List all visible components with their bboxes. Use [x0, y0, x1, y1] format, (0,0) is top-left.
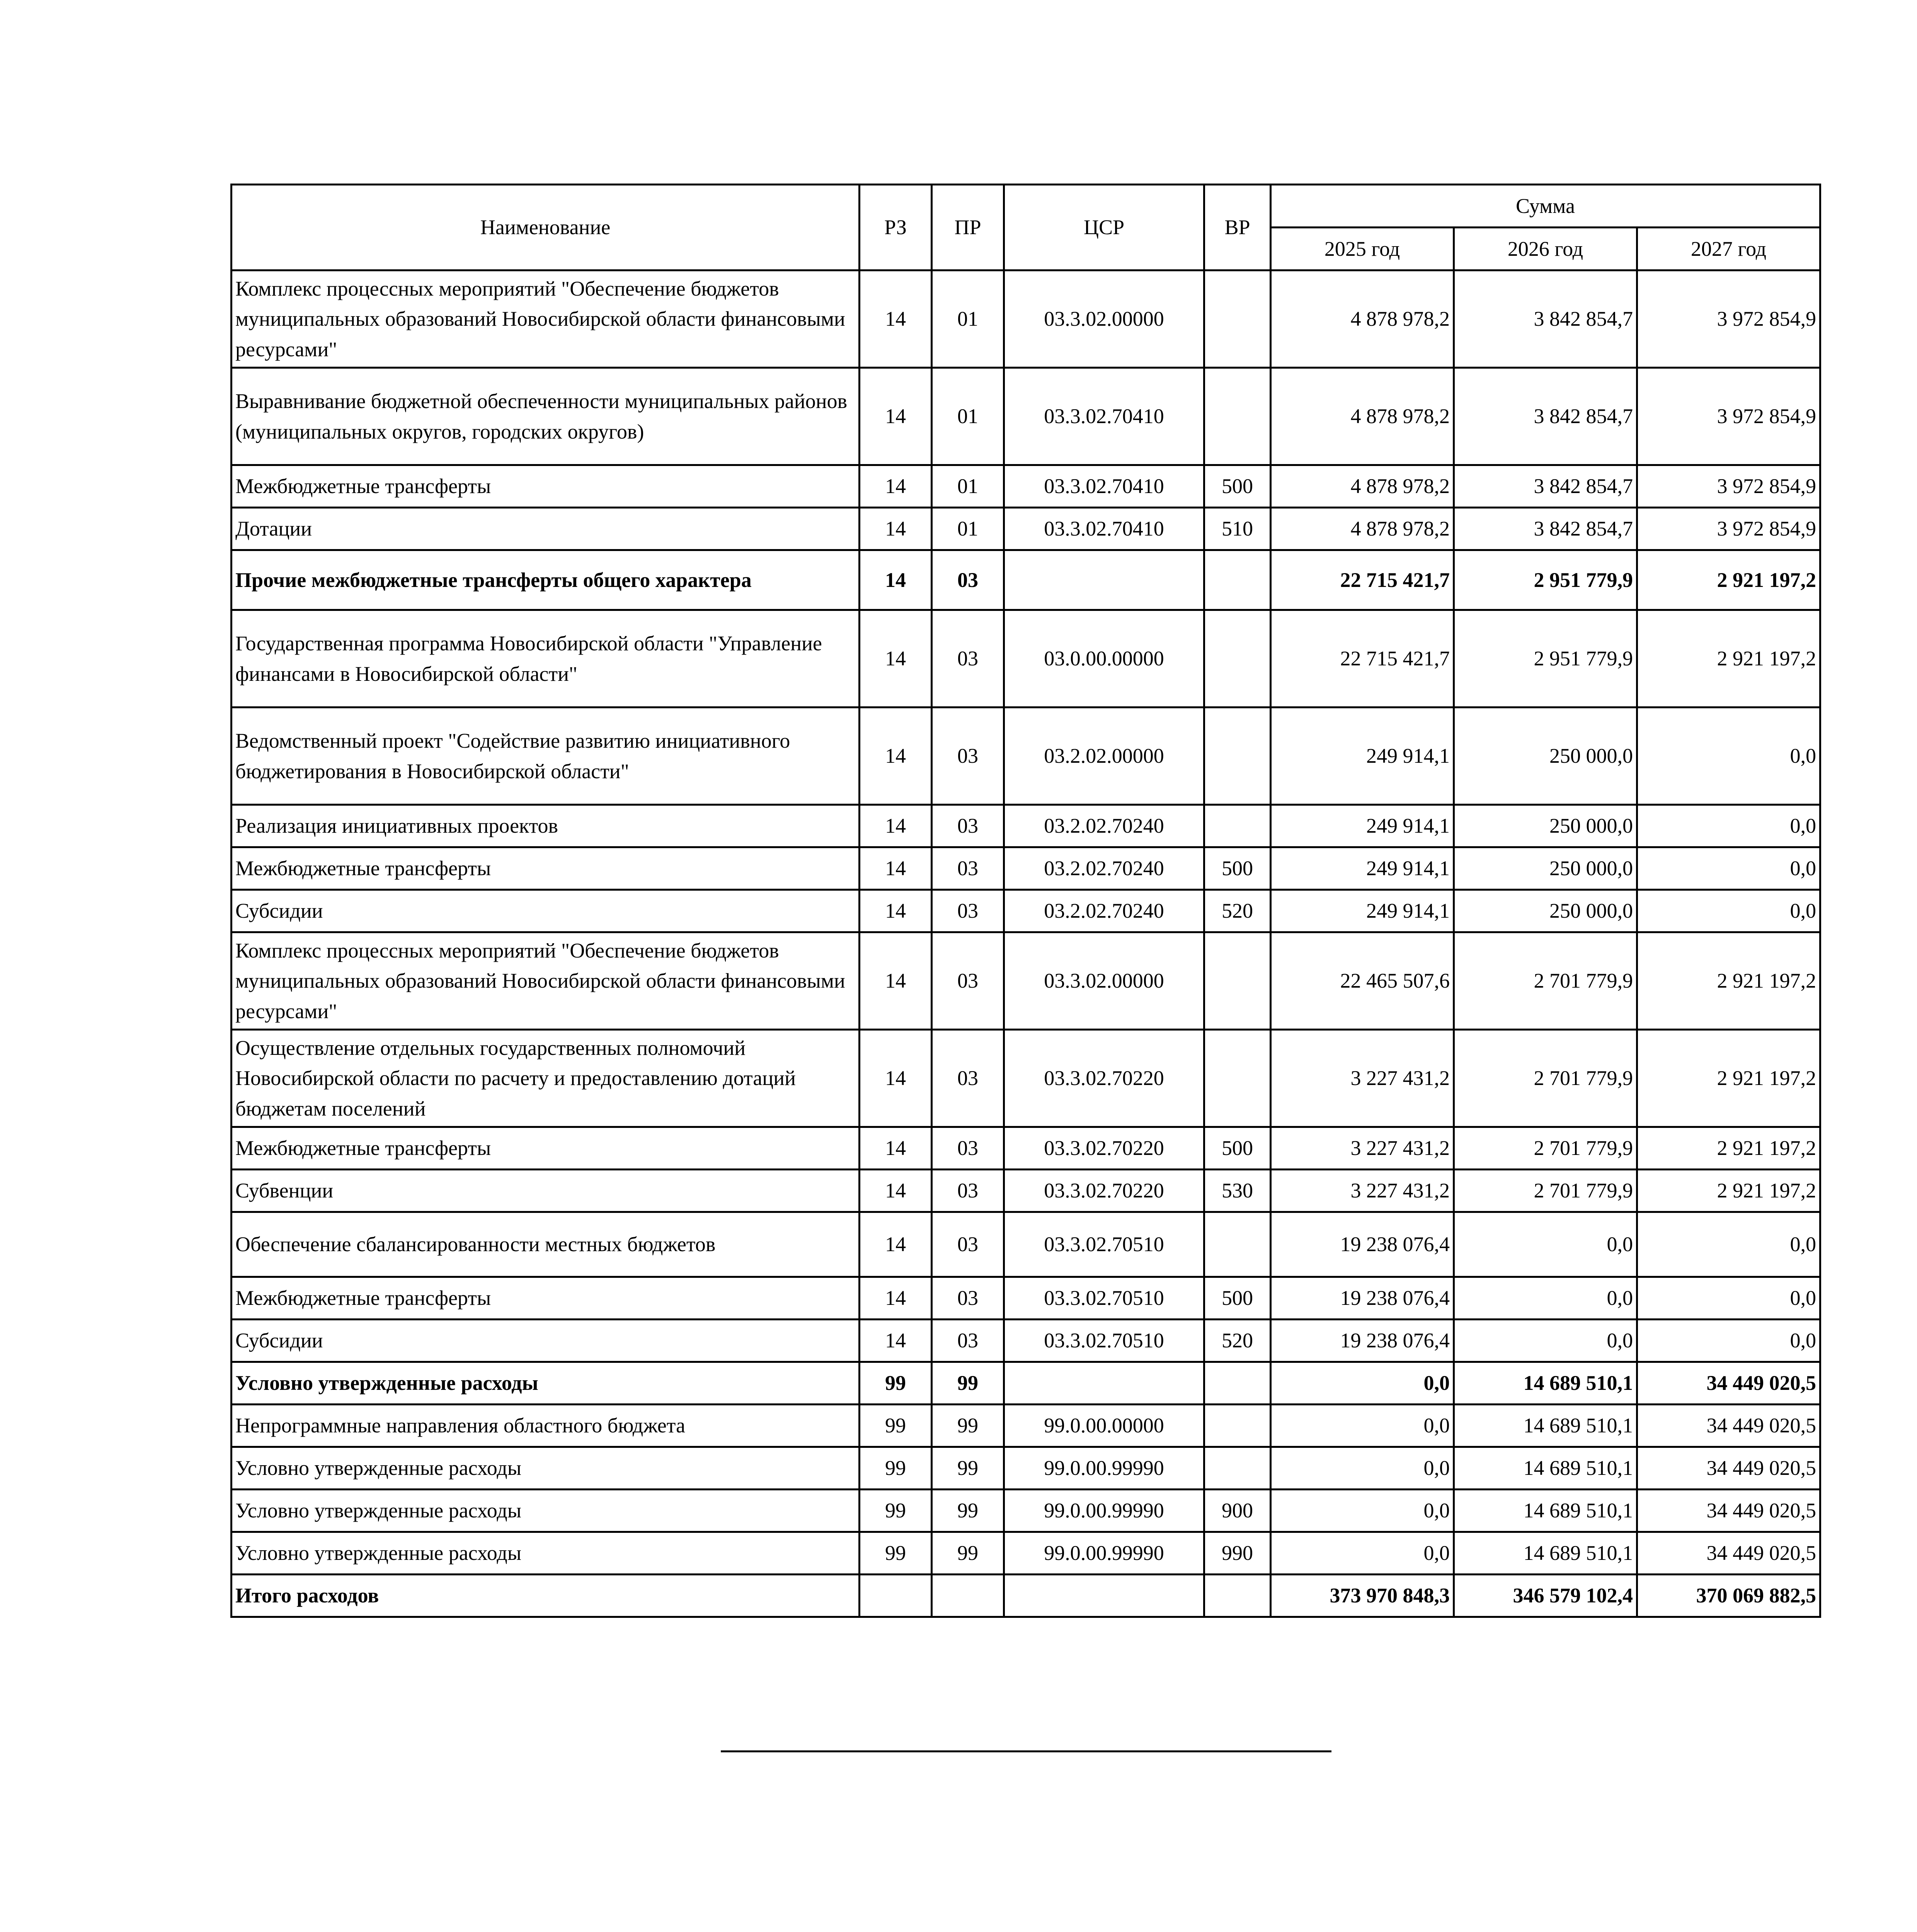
cell-vr: [1204, 707, 1271, 805]
cell-amount-2026: 14 689 510,1: [1454, 1532, 1637, 1575]
cell-csr: 03.3.02.70410: [1004, 368, 1204, 465]
cell-amount-2026: 14 689 510,1: [1454, 1490, 1637, 1532]
cell-amount-2025: 22 715 421,7: [1271, 550, 1454, 610]
cell-amount-2026: 250 000,0: [1454, 847, 1637, 890]
cell-amount-2025: 0,0: [1271, 1405, 1454, 1447]
cell-rz: 14: [860, 1212, 932, 1277]
cell-csr: 99.0.00.00000: [1004, 1405, 1204, 1447]
cell-pr: 03: [932, 847, 1004, 890]
cell-pr: 03: [932, 1127, 1004, 1170]
cell-amount-2027: 3 972 854,9: [1637, 270, 1820, 368]
cell-vr: 900: [1204, 1490, 1271, 1532]
cell-name: Выравнивание бюджетной обеспеченности муниципальных районов (муниципальных округов, городских округов): [232, 368, 860, 465]
cell-amount-2026: 0,0: [1454, 1320, 1637, 1362]
cell-name: Прочие межбюджетные трансферты общего характера: [232, 550, 860, 610]
cell-pr: 99: [932, 1490, 1004, 1532]
cell-pr: 99: [932, 1532, 1004, 1575]
cell-rz: 14: [860, 1320, 932, 1362]
table-row: [232, 932, 1820, 1030]
cell-rz: 14: [860, 550, 932, 610]
cell-pr: 01: [932, 368, 1004, 465]
header-row-1: [232, 185, 1820, 228]
cell-vr: [1204, 550, 1271, 610]
cell-name: Непрограммные направления областного бюджета: [232, 1405, 860, 1447]
cell-amount-2025: 4 878 978,2: [1271, 368, 1454, 465]
table-row: [232, 1405, 1820, 1447]
cell-rz: 99: [860, 1490, 932, 1532]
cell-rz: 99: [860, 1447, 932, 1490]
cell-vr: [1204, 1447, 1271, 1490]
cell-vr: [1204, 1575, 1271, 1617]
cell-amount-2025: 249 914,1: [1271, 890, 1454, 932]
cell-vr: [1204, 805, 1271, 847]
header-rz: РЗ: [860, 185, 932, 270]
table-row: [232, 707, 1820, 805]
cell-rz: 14: [860, 1277, 932, 1320]
cell-pr: [932, 1575, 1004, 1617]
cell-amount-2026: 14 689 510,1: [1454, 1405, 1637, 1447]
header-csr: ЦСР: [1004, 185, 1204, 270]
cell-amount-2027: 370 069 882,5: [1637, 1575, 1820, 1617]
table-row: [232, 550, 1820, 610]
cell-rz: 14: [860, 508, 932, 550]
cell-rz: 14: [860, 932, 932, 1030]
cell-name: Межбюджетные трансферты: [232, 847, 860, 890]
cell-amount-2026: 346 579 102,4: [1454, 1575, 1637, 1617]
cell-amount-2025: 22 465 507,6: [1271, 932, 1454, 1030]
table-row: [232, 1447, 1820, 1490]
cell-name: Ведомственный проект "Содействие развитию инициативного бюджетирования в Новосибирской области": [232, 707, 860, 805]
signature-line: [721, 1750, 1331, 1752]
cell-vr: 500: [1204, 1127, 1271, 1170]
cell-pr: 03: [932, 1277, 1004, 1320]
cell-pr: 99: [932, 1362, 1004, 1405]
table-body: [232, 270, 1820, 1617]
cell-vr: 500: [1204, 847, 1271, 890]
cell-rz: 14: [860, 805, 932, 847]
cell-name: Условно утвержденные расходы: [232, 1490, 860, 1532]
cell-vr: [1204, 270, 1271, 368]
table-row: [232, 368, 1820, 465]
cell-amount-2026: 3 842 854,7: [1454, 465, 1637, 508]
cell-csr: 03.3.02.70220: [1004, 1127, 1204, 1170]
cell-csr: 03.2.02.70240: [1004, 847, 1204, 890]
cell-amount-2026: 14 689 510,1: [1454, 1447, 1637, 1490]
cell-rz: 99: [860, 1362, 932, 1405]
header-year-2027: 2027 год: [1637, 228, 1820, 270]
cell-pr: 03: [932, 805, 1004, 847]
table-row: [232, 847, 1820, 890]
cell-amount-2027: 3 972 854,9: [1637, 465, 1820, 508]
cell-rz: 14: [860, 368, 932, 465]
cell-amount-2025: 249 914,1: [1271, 847, 1454, 890]
cell-amount-2025: 0,0: [1271, 1447, 1454, 1490]
cell-pr: 01: [932, 465, 1004, 508]
cell-name: Условно утвержденные расходы: [232, 1447, 860, 1490]
cell-csr: 03.3.02.70510: [1004, 1320, 1204, 1362]
cell-csr: 03.0.00.00000: [1004, 610, 1204, 707]
cell-name: Осуществление отдельных государственных полномочий Новосибирской области по расчету и предоставлению дотаций бюджетам поселений: [232, 1030, 860, 1127]
cell-pr: 01: [932, 270, 1004, 368]
cell-name: Условно утвержденные расходы: [232, 1532, 860, 1575]
cell-pr: 03: [932, 932, 1004, 1030]
cell-amount-2026: 2 701 779,9: [1454, 1170, 1637, 1212]
cell-name: Обеспечение сбалансированности местных бюджетов: [232, 1212, 860, 1277]
cell-csr: 03.3.02.70220: [1004, 1170, 1204, 1212]
cell-csr: [1004, 1575, 1204, 1617]
cell-amount-2025: 249 914,1: [1271, 707, 1454, 805]
cell-amount-2026: 3 842 854,7: [1454, 368, 1637, 465]
header-sum: Сумма: [1271, 185, 1820, 228]
table-row: [232, 805, 1820, 847]
cell-rz: 99: [860, 1405, 932, 1447]
cell-rz: 14: [860, 270, 932, 368]
cell-amount-2027: 34 449 020,5: [1637, 1490, 1820, 1532]
cell-amount-2026: 2 701 779,9: [1454, 1127, 1637, 1170]
header-pr: ПР: [932, 185, 1004, 270]
cell-amount-2025: 19 238 076,4: [1271, 1212, 1454, 1277]
cell-csr: 03.3.02.00000: [1004, 932, 1204, 1030]
cell-vr: 510: [1204, 508, 1271, 550]
cell-amount-2027: 2 921 197,2: [1637, 932, 1820, 1030]
cell-amount-2025: 3 227 431,2: [1271, 1030, 1454, 1127]
cell-csr: [1004, 1362, 1204, 1405]
cell-pr: 03: [932, 610, 1004, 707]
cell-name: Итого расходов: [232, 1575, 860, 1617]
cell-vr: 500: [1204, 465, 1271, 508]
cell-vr: [1204, 1212, 1271, 1277]
cell-amount-2027: 0,0: [1637, 1277, 1820, 1320]
cell-pr: 03: [932, 550, 1004, 610]
cell-amount-2027: 0,0: [1637, 1212, 1820, 1277]
cell-vr: [1204, 1405, 1271, 1447]
table-header: [232, 185, 1820, 270]
cell-csr: 03.2.02.00000: [1004, 707, 1204, 805]
cell-pr: 99: [932, 1405, 1004, 1447]
table-row: [232, 508, 1820, 550]
cell-name: Государственная программа Новосибирской области "Управление финансами в Новосибирской области": [232, 610, 860, 707]
cell-vr: [1204, 1030, 1271, 1127]
cell-amount-2026: 14 689 510,1: [1454, 1362, 1637, 1405]
cell-vr: 520: [1204, 1320, 1271, 1362]
cell-amount-2026: 2 951 779,9: [1454, 610, 1637, 707]
cell-csr: 03.3.02.70220: [1004, 1030, 1204, 1127]
cell-amount-2026: 2 701 779,9: [1454, 1030, 1637, 1127]
header-name: Наименование: [232, 185, 860, 270]
cell-name: Комплекс процессных мероприятий "Обеспечение бюджетов муниципальных образований Новосибирской области финансовыми ресурсами": [232, 270, 860, 368]
cell-amount-2027: 2 921 197,2: [1637, 550, 1820, 610]
cell-vr: [1204, 1362, 1271, 1405]
cell-rz: 14: [860, 890, 932, 932]
table-row: [232, 1320, 1820, 1362]
cell-name: Межбюджетные трансферты: [232, 1277, 860, 1320]
cell-amount-2025: 19 238 076,4: [1271, 1320, 1454, 1362]
table-row: [232, 1532, 1820, 1575]
cell-amount-2025: 4 878 978,2: [1271, 270, 1454, 368]
cell-pr: 03: [932, 890, 1004, 932]
cell-amount-2025: 3 227 431,2: [1271, 1170, 1454, 1212]
cell-name: Межбюджетные трансферты: [232, 465, 860, 508]
table-row: [232, 890, 1820, 932]
cell-name: Комплекс процессных мероприятий "Обеспечение бюджетов муниципальных образований Новосибирской области финансовыми ресурсами": [232, 932, 860, 1030]
cell-amount-2025: 22 715 421,7: [1271, 610, 1454, 707]
table-row: [232, 1170, 1820, 1212]
cell-rz: 14: [860, 847, 932, 890]
cell-rz: 14: [860, 610, 932, 707]
cell-name: Субсидии: [232, 1320, 860, 1362]
cell-pr: 03: [932, 1212, 1004, 1277]
cell-amount-2027: 3 972 854,9: [1637, 368, 1820, 465]
cell-name: Реализация инициативных проектов: [232, 805, 860, 847]
table-row: [232, 1362, 1820, 1405]
cell-amount-2027: 0,0: [1637, 847, 1820, 890]
cell-amount-2025: 19 238 076,4: [1271, 1277, 1454, 1320]
cell-csr: 03.2.02.70240: [1004, 805, 1204, 847]
cell-name: Субсидии: [232, 890, 860, 932]
budget-table: [230, 184, 1821, 1618]
cell-vr: 530: [1204, 1170, 1271, 1212]
cell-name: Межбюджетные трансферты: [232, 1127, 860, 1170]
cell-amount-2025: 0,0: [1271, 1532, 1454, 1575]
cell-csr: 99.0.00.99990: [1004, 1532, 1204, 1575]
cell-amount-2025: 4 878 978,2: [1271, 465, 1454, 508]
cell-amount-2027: 34 449 020,5: [1637, 1447, 1820, 1490]
cell-amount-2026: 3 842 854,7: [1454, 270, 1637, 368]
cell-vr: 520: [1204, 890, 1271, 932]
cell-rz: 14: [860, 1127, 932, 1170]
cell-rz: 14: [860, 1030, 932, 1127]
cell-amount-2027: 34 449 020,5: [1637, 1362, 1820, 1405]
cell-amount-2025: 3 227 431,2: [1271, 1127, 1454, 1170]
header-year-2025: 2025 год: [1271, 228, 1454, 270]
cell-pr: 03: [932, 1030, 1004, 1127]
cell-rz: 14: [860, 1170, 932, 1212]
cell-csr: 03.3.02.00000: [1004, 270, 1204, 368]
table-row: [232, 465, 1820, 508]
cell-csr: [1004, 550, 1204, 610]
cell-amount-2025: 0,0: [1271, 1490, 1454, 1532]
cell-amount-2027: 34 449 020,5: [1637, 1405, 1820, 1447]
table-row: [232, 1277, 1820, 1320]
table-row: [232, 1127, 1820, 1170]
cell-pr: 99: [932, 1447, 1004, 1490]
cell-amount-2025: 249 914,1: [1271, 805, 1454, 847]
cell-rz: 14: [860, 707, 932, 805]
cell-name: Субвенции: [232, 1170, 860, 1212]
cell-csr: 99.0.00.99990: [1004, 1490, 1204, 1532]
cell-amount-2025: 373 970 848,3: [1271, 1575, 1454, 1617]
cell-amount-2027: 3 972 854,9: [1637, 508, 1820, 550]
cell-amount-2026: 0,0: [1454, 1212, 1637, 1277]
cell-amount-2026: 250 000,0: [1454, 805, 1637, 847]
cell-amount-2027: 2 921 197,2: [1637, 1170, 1820, 1212]
table-row: [232, 1575, 1820, 1617]
cell-pr: 03: [932, 1170, 1004, 1212]
cell-amount-2027: 34 449 020,5: [1637, 1532, 1820, 1575]
cell-csr: 03.3.02.70410: [1004, 508, 1204, 550]
cell-amount-2027: 2 921 197,2: [1637, 1127, 1820, 1170]
cell-name: Условно утвержденные расходы: [232, 1362, 860, 1405]
table-row: [232, 270, 1820, 368]
cell-amount-2025: 0,0: [1271, 1362, 1454, 1405]
table-row: [232, 1490, 1820, 1532]
cell-amount-2027: 0,0: [1637, 1320, 1820, 1362]
header-vr: ВР: [1204, 185, 1271, 270]
cell-csr: 03.2.02.70240: [1004, 890, 1204, 932]
cell-amount-2026: 2 951 779,9: [1454, 550, 1637, 610]
cell-amount-2027: 0,0: [1637, 890, 1820, 932]
cell-csr: 03.3.02.70510: [1004, 1277, 1204, 1320]
header-year-2026: 2026 год: [1454, 228, 1637, 270]
cell-amount-2026: 250 000,0: [1454, 707, 1637, 805]
cell-rz: [860, 1575, 932, 1617]
cell-amount-2025: 4 878 978,2: [1271, 508, 1454, 550]
cell-pr: 01: [932, 508, 1004, 550]
cell-amount-2026: 2 701 779,9: [1454, 932, 1637, 1030]
cell-amount-2027: 0,0: [1637, 707, 1820, 805]
cell-csr: 03.3.02.70510: [1004, 1212, 1204, 1277]
table-row: [232, 610, 1820, 707]
cell-vr: [1204, 368, 1271, 465]
cell-vr: [1204, 610, 1271, 707]
cell-vr: 990: [1204, 1532, 1271, 1575]
cell-pr: 03: [932, 707, 1004, 805]
cell-vr: 500: [1204, 1277, 1271, 1320]
cell-rz: 14: [860, 465, 932, 508]
cell-amount-2027: 2 921 197,2: [1637, 1030, 1820, 1127]
cell-amount-2026: 3 842 854,7: [1454, 508, 1637, 550]
cell-rz: 99: [860, 1532, 932, 1575]
cell-vr: [1204, 932, 1271, 1030]
cell-amount-2027: 2 921 197,2: [1637, 610, 1820, 707]
cell-amount-2027: 0,0: [1637, 805, 1820, 847]
cell-csr: 03.3.02.70410: [1004, 465, 1204, 508]
cell-name: Дотации: [232, 508, 860, 550]
cell-pr: 03: [932, 1320, 1004, 1362]
cell-amount-2026: 0,0: [1454, 1277, 1637, 1320]
cell-csr: 99.0.00.99990: [1004, 1447, 1204, 1490]
cell-amount-2026: 250 000,0: [1454, 890, 1637, 932]
table-row: [232, 1030, 1820, 1127]
table-row: [232, 1212, 1820, 1277]
